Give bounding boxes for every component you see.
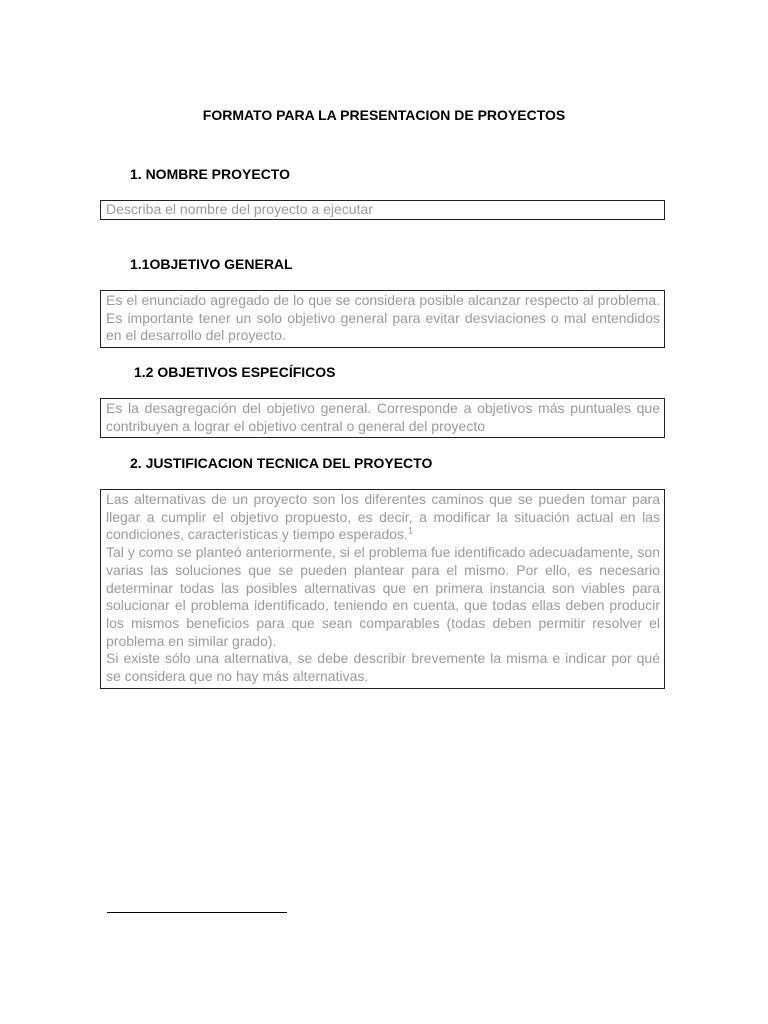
- section-heading-objetivos-especificos: 1.2 OBJETIVOS ESPECÍFICOS: [134, 364, 336, 380]
- section-heading-justificacion-tecnica: 2. JUSTIFICACION TECNICA DEL PROYECTO: [130, 455, 433, 471]
- footnote-reference[interactable]: 1: [407, 525, 413, 536]
- justificacion-paragraph: Tal y como se planteó anteriormente, si el problema fue identificado adecuadamente, son varias las soluciones que se pueden plantear para el mismo. Por ello, es necesario determinar todas las posibles alternativas que en primera instancia son viables para solucionar el problema identificado, teniendo en cuenta, que todas ellas deben producir los mismos beneficios para que sean comparables (todas deben permitir resolver el problema en similar grado).: [106, 544, 660, 649]
- objetivo-general-field[interactable]: [100, 290, 665, 348]
- nombre-proyecto-placeholder: Describa el nombre del proyecto a ejecutar: [106, 201, 373, 217]
- footnote-separator: [107, 912, 287, 913]
- section-heading-nombre-proyecto: 1. NOMBRE PROYECTO: [130, 166, 290, 182]
- objetivo-general-text: Es el enunciado agregado de lo que se considera posible alcanzar respecto al problema. Es importante tener un solo objetivo general para evitar desviaciones o mal entendidos en el desarrollo del proyecto.: [106, 292, 660, 344]
- justificacion-text: Las alternativas de un proyecto son los diferentes caminos que se pueden tomar para llegar a cumplir el objetivo propuesto, es decir, a modificar la situación actual en las condiciones, características y tiempo esperados.: [106, 491, 660, 543]
- justificacion-tecnica-field[interactable]: [100, 489, 665, 689]
- justificacion-paragraph: [106, 491, 660, 544]
- document-title: FORMATO PARA LA PRESENTACION DE PROYECTOS: [202, 107, 566, 123]
- nombre-proyecto-field[interactable]: [100, 200, 665, 220]
- section-heading-objetivo-general: 1.1OBJETIVO GENERAL: [130, 256, 293, 272]
- objetivos-especificos-text: Es la desagregación del objetivo general. Corresponde a objetivos más puntuales que contribuyen a lograr el objetivo central o general del proyecto: [106, 400, 660, 434]
- objetivos-especificos-field[interactable]: [100, 398, 665, 438]
- justificacion-paragraph: Si existe sólo una alternativa, se debe describir brevemente la misma e indicar por qué se considera que no hay más alternativas.: [106, 650, 660, 685]
